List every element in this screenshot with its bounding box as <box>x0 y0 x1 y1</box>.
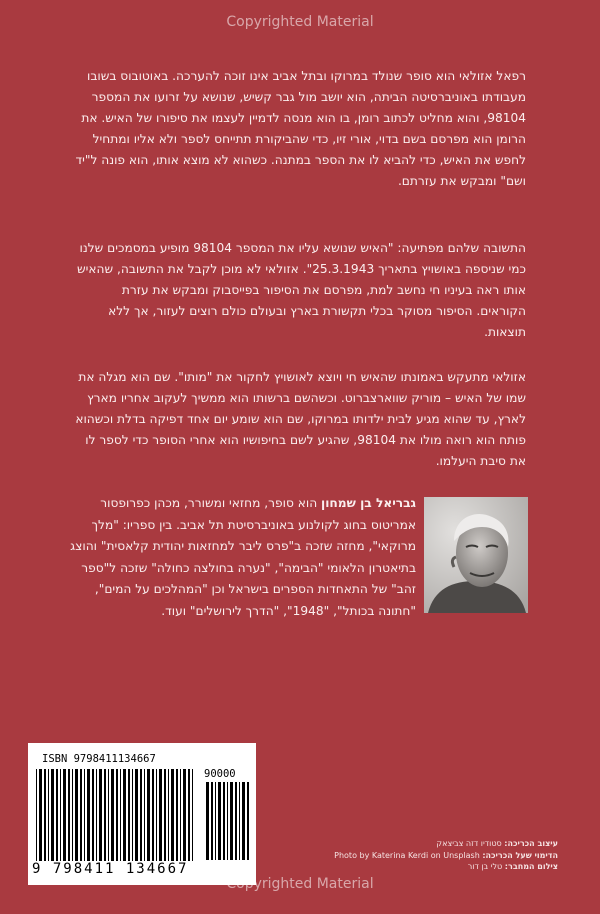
author-name: גבריאל בן שמחון <box>321 496 416 510</box>
barcode-bars <box>36 769 196 861</box>
author-bio-text: הוא סופר, מחזאי ומשורר, מכהן כפרופסור אמריטוס בחוג לקולנוע באוניברסיטת תל אביב. בין ספריו: "מלך מרוקאי", מחזה שזכה ב"פרס ליבר למחזאות יהודית קלאסית" והוצג בתיאטרון הלאומי "הבימה", "נערה בחולצה כחולה" שזכה ל"ספר זהב" של התאחדות הספרים בישראל וכן "המהלכים על המים", "חתונה בכותל", "1948", "הדרך לירושלים" ועוד. <box>70 496 416 618</box>
credit-cover-design: עיצוב הכריכה: סטודיו דזה צביצאק <box>436 839 558 848</box>
author-bio <box>66 493 416 622</box>
synopsis-paragraph-1: רפאל אזולאי הוא סופר שנולד במרוקו ובתל אביב אינו זוכה להערכה. באוטובוס בשובו מעבודתו באוניברסיטה הביתה, הוא יושב מול גבר קשיש, שנושא על זרועו את המספר 98104, והוא מחליט לכתוב רומן, בו הוא מנסה לדמיין לעצמו את סיפורו של האיש. את הרומן הוא מפרסם בשם בדוי, אורי זיו, כדי שהביקורת תתייחס לספר ולא אליו ומתחיל לחפש את האיש, כדי להביא לו את הספר במתנה. כשהוא לא מוצא אותו, הוא פונה ל"יד ושם" ומבקש את עזרתם. <box>75 69 526 188</box>
credit-cover-image: הדימוי שעל הכריכה: Photo by Katerina Kerdi on Unsplash <box>334 850 558 860</box>
copyright-watermark-top: Copyrighted Material <box>226 14 374 30</box>
design-credits <box>300 838 558 873</box>
copyright-watermark-bottom: Copyrighted Material <box>226 876 374 892</box>
synopsis-paragraph-2: התשובה שלהם מפתיעה: "האיש שנושא עליו את המספר 98104 מופיע במסמכים שלנו כמי שניספה באושויץ בתאריך 25.3.1943". אזולאי לא מוכן לקבל את התשובה, שהאיש אותו ראה בעיניו חי נחשב למת, מפרסם את הסיפור בפייסבוק ומבקש את עזרת הקוראים. הסיפור מסוקר בכלי תקשורת בארץ ובעולם כולם רוצים לעזור, אך ללא תוצאות. <box>77 241 526 339</box>
barcode-digits: 9 798411 134667 <box>32 861 189 877</box>
credit-author-photo: צילום המחבר: טלי בן דור <box>467 862 558 871</box>
price-code: 90000 <box>204 768 236 780</box>
barcode-addon-bars <box>206 782 250 860</box>
author-photo <box>424 497 528 613</box>
synopsis-paragraph-3: אזולאי מתעקש באמונתו שהאיש חי ויוצא לאושויץ לחקור את "מותו". שם הוא מגלה את שמו של האיש – מוריק שווארצברוט. וכשהשם ברשותו הוא ממשיך לעקוב אחריו מארץ לארץ, עד שהוא מגיע לבית ילדותו במרוקו, שם הוא שומע יום אחד דפיקה בדלת וכשהוא פותח הוא רואה מולו את 98104, שהגיע לשם בחיפושיו הוא אחרי הסופר כדי לספר לו את סיבת היעלמו. <box>75 370 526 468</box>
isbn-barcode <box>28 743 256 885</box>
isbn-label: ISBN 9798411134667 <box>42 753 156 765</box>
